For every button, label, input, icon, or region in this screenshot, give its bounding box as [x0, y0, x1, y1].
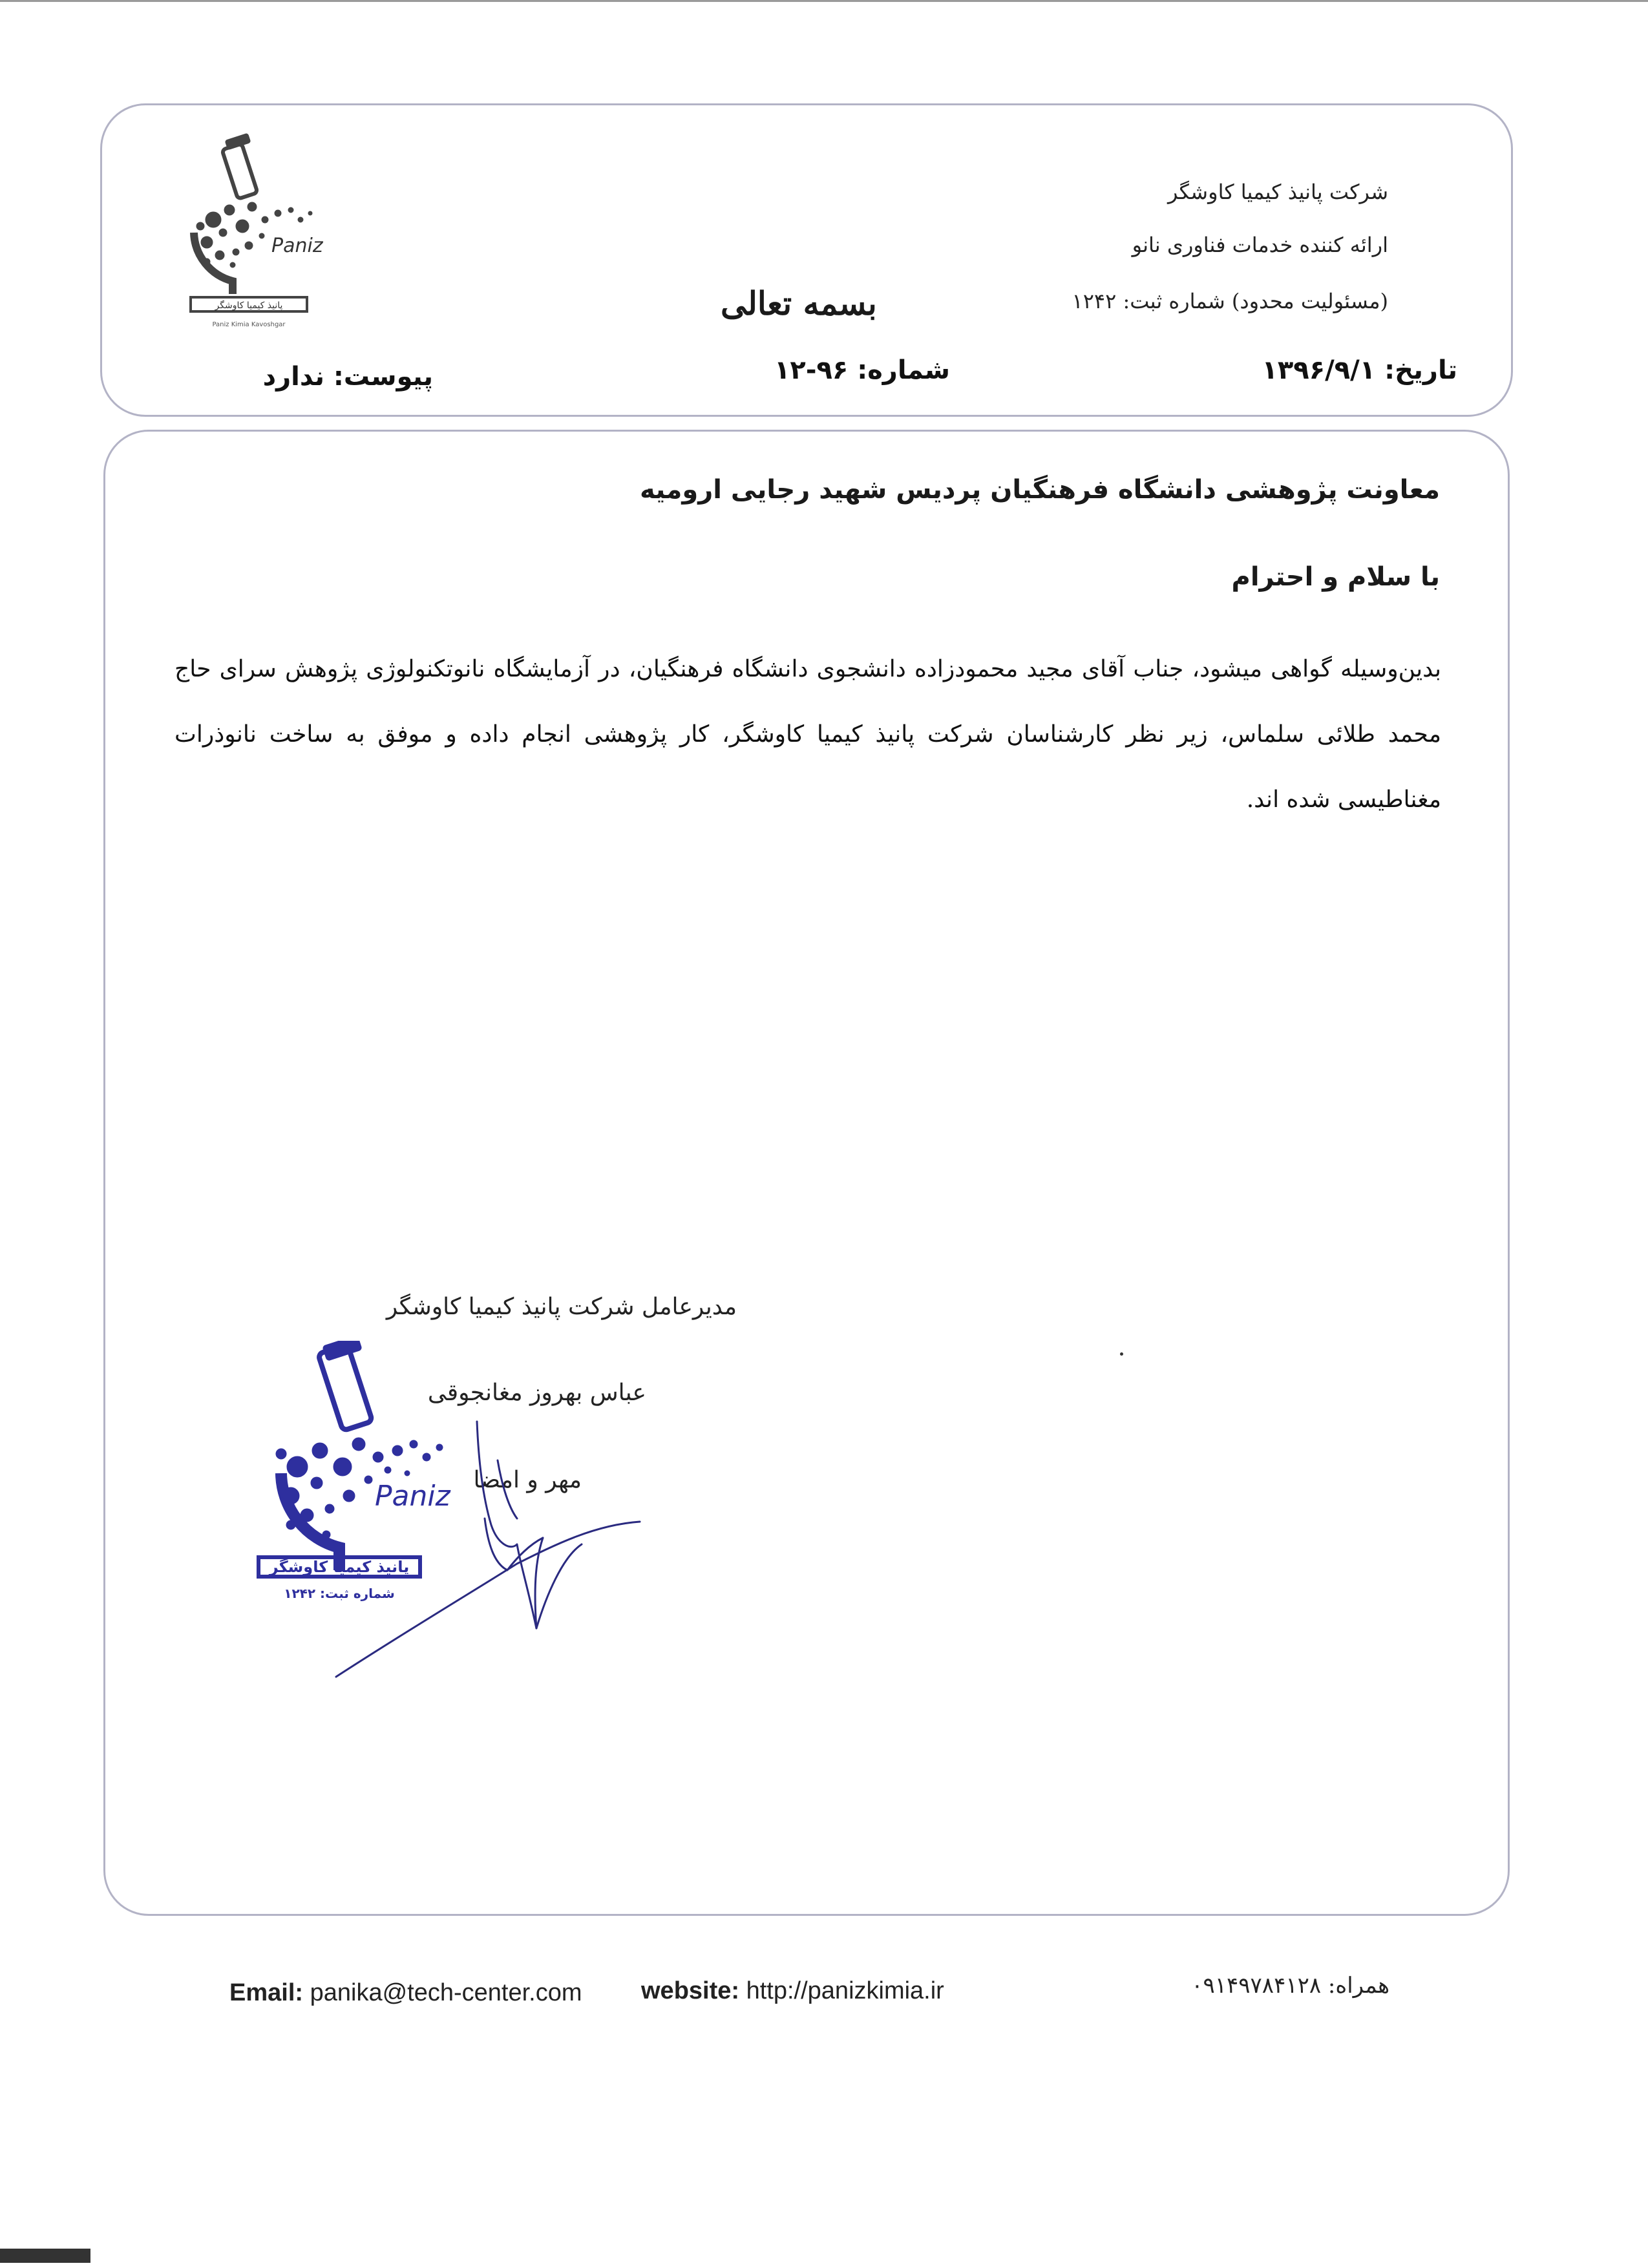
ink-speck — [1120, 1352, 1123, 1356]
letter-body-text: بدین‌وسیله گواهی میشود، جناب آقای مجید محمودزاده دانشجوی دانشگاه فرهنگیان، در آزمایشگاه نانوتکنولوژی پژوهش سرای حاج محمد طلائی سلماس، زیر نظر کارشناسان شرکت پانیذ کیمیا کاوشگر، کار پژوهشی انجام داده و موفق به ساخت نانوذرات مغناطیسی شده اند. — [174, 656, 1441, 813]
footer-mobile: همراه: ۰۹۱۴۹۷۸۴۱۲۸ — [1191, 1973, 1389, 1999]
company-name: شرکت پانیذ کیمیا کاوشگر — [1167, 180, 1388, 204]
signatory-title: مدیرعامل شرکت پانیذ کیمیا کاوشگر — [386, 1294, 737, 1320]
footer-website-label: website: — [641, 1977, 740, 2004]
letter-recipient: معاونت پژوهشی دانشگاه فرهنگیان پردیس شهید رجایی ارومیه — [640, 475, 1440, 505]
bismillah-heading: بسمه تعالی — [721, 284, 877, 322]
footer-website — [641, 1977, 944, 2005]
seal-label: مهر و امضا — [473, 1467, 582, 1493]
letter-date: تاریخ: ۱۳۹۶/۹/۱ — [1262, 355, 1457, 385]
company-service: ارائه کننده خدمات فناوری نانو — [1132, 233, 1388, 257]
handwritten-signature — [323, 1350, 659, 1686]
company-registration: (مسئولیت محدود) شماره ثبت: ۱۲۴۲ — [1072, 289, 1388, 313]
signatory-name: عباس بهروز مغانجوقی — [427, 1380, 646, 1406]
footer-email-label: Email: — [229, 1979, 304, 2006]
logo-english-text: Paniz Kimia Kavoshgar — [212, 321, 286, 328]
scan-watermark — [0, 2249, 90, 2263]
footer-email — [229, 1979, 582, 2007]
page-top-rule — [0, 0, 1648, 2]
footer-email-value[interactable]: panika@tech-center.com — [310, 1979, 582, 2006]
stamp-registration-text: شماره ثبت: ۱۲۴۲ — [284, 1586, 395, 1601]
company-logo — [168, 129, 349, 336]
logo-persian-text: پانیذ کیمیا کاوشگر — [215, 300, 283, 311]
letter-attachment: پیوست: ندارد — [262, 362, 433, 392]
stamp-company-text: پانیذ کیمیا کاوشگر — [269, 1558, 410, 1576]
letter-greeting: با سلام و احترام — [1231, 562, 1440, 592]
stamp-brand-text: Paniz — [375, 1480, 450, 1513]
logo-brand-text: Paniz — [271, 235, 323, 257]
footer-website-value[interactable]: http://panizkimia.ir — [746, 1977, 944, 2004]
letter-number: شماره: ۹۶-۱۲ — [774, 355, 950, 385]
